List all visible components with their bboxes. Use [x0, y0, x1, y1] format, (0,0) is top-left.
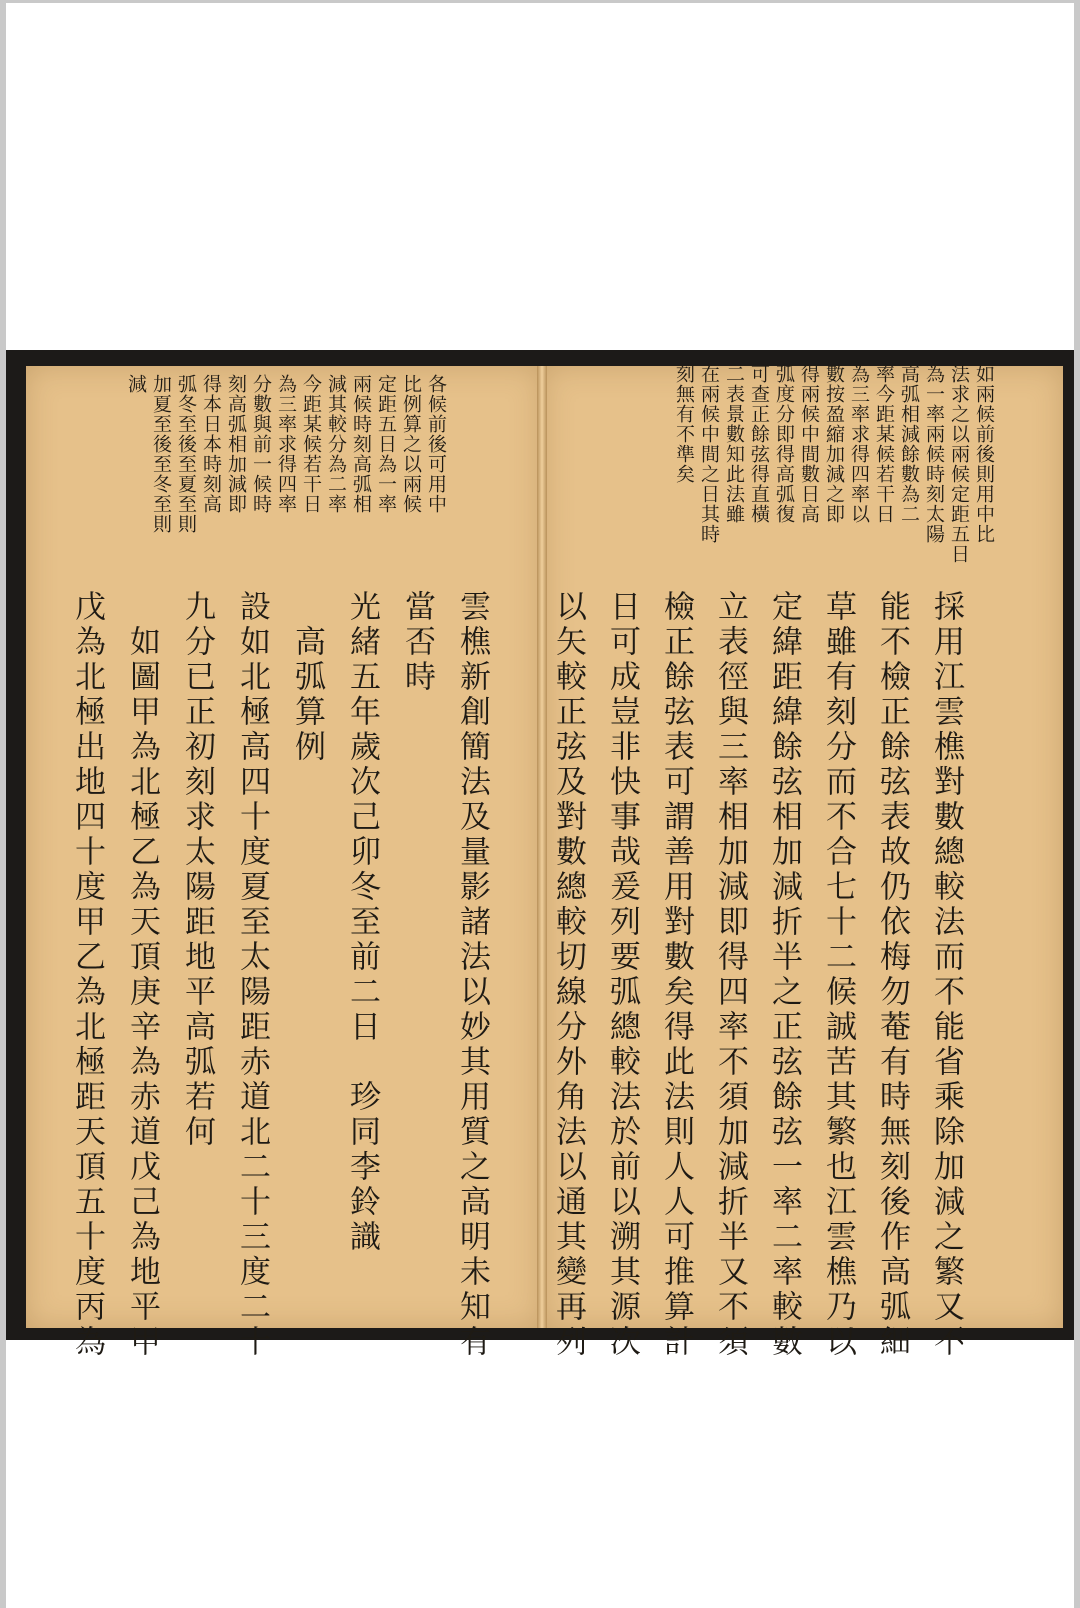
text-column: 今距某候若干日	[300, 374, 322, 514]
text-column: 設如北極高四十度夏至太陽距赤道北二十三度二十	[234, 590, 270, 1360]
text-column: 為三率求得四率以	[848, 364, 870, 524]
text-column: 兩候時刻高弧相	[350, 374, 372, 514]
text-column: 得本日本時刻高	[200, 374, 222, 514]
text-column: 二表景數知此法雖	[723, 364, 745, 524]
text-column: 刻高弧相加減即	[225, 374, 247, 514]
text-column: 採用江雲樵對數總較法而不能省乘除加減之繁又不	[928, 590, 964, 1360]
text-column: 弧冬至後至夏至則	[175, 374, 197, 534]
text-column: 定緯距緯餘弦相加減折半之正弦餘弦一率二率較數	[766, 590, 802, 1360]
text-column: 分數與前一候時	[250, 374, 272, 514]
text-column: 為三率求得四率	[275, 374, 297, 514]
text-column: 各候前後可用中	[425, 374, 447, 514]
text-column: 在兩候中間之日其時	[698, 364, 720, 544]
text-column: 立表徑與三率相加減即得四率不須加減折半又不須	[712, 590, 748, 1360]
text-column: 檢正餘弦表可謂善用對數矣得此法則人人可推算計	[658, 590, 694, 1360]
text-column: 草雖有刻分而不合七十二候誠苦其繁也江雲樵乃以	[820, 590, 856, 1360]
text-column: 減其較分為二率	[325, 374, 347, 514]
text-column: 九分已正初刻求太陽距地平高弧若何	[179, 590, 215, 1150]
text-column: 可查正餘弦得直橫	[748, 364, 770, 524]
text-column: 弧度分即得高弧復	[773, 364, 795, 524]
text-column: 如圖甲為北極乙為天頂庚辛為赤道戊己為地平甲	[124, 590, 160, 1360]
text-column: 數按盈縮加減之即	[823, 364, 845, 524]
text-column: 法求之以兩候定距五日	[948, 364, 970, 564]
text-column: 雲樵新創簡法及量影諸法以妙其用質之高明未知有	[454, 590, 490, 1360]
text-column: 日可成豈非快事哉爰列要弧總較法於前以溯其源次	[604, 590, 640, 1360]
text-column: 高弧相減餘數為二	[898, 364, 920, 524]
text-column: 率今距某候若干日	[873, 364, 895, 524]
text-column: 刻無有不準矣	[673, 364, 695, 484]
text-column: 減	[125, 374, 147, 394]
text-column: 能不檢正餘弦表故仍依梅勿菴有時無刻後作高弧細	[874, 590, 910, 1360]
text-column: 當否時	[399, 590, 435, 695]
text-column: 光緒五年歲次己卯冬至前二日 珍同李鈴識	[344, 590, 380, 1255]
text-column: 以矢較正弦及對數總較切線分外角法以通其變再列	[550, 590, 586, 1360]
text-column: 定距五日為一率	[375, 374, 397, 514]
text-column: 比例算之以兩候	[400, 374, 422, 514]
text-column: 為一率兩候時刻太陽	[923, 364, 945, 544]
text-column: 戊為北極出地四十度甲乙為北極距天頂五十度丙為	[69, 590, 105, 1360]
text-column: 高弧算例	[289, 590, 325, 765]
text-column: 如兩候前後則用中比	[973, 364, 995, 544]
text-column: 加夏至後至冬至則	[150, 374, 172, 534]
book-gutter	[537, 366, 547, 1328]
book-spread	[6, 350, 1074, 1360]
text-column: 得兩候中間數日高	[798, 364, 820, 524]
